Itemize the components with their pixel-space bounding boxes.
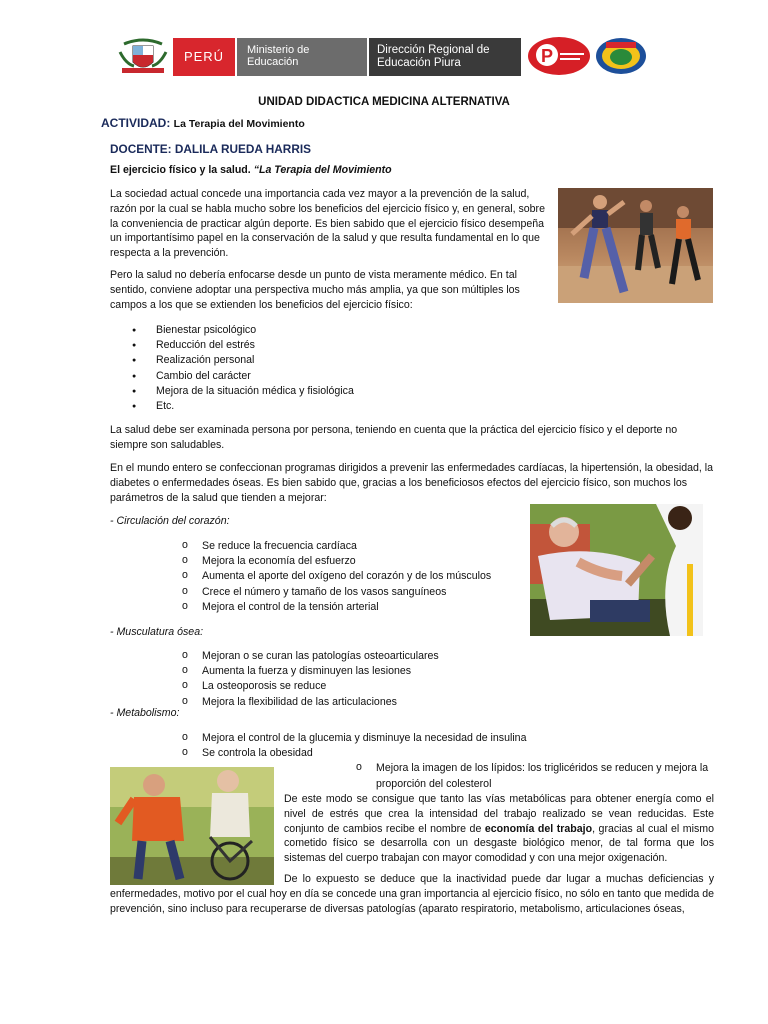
heart-benefits-list (182, 539, 522, 615)
list-item: o Crece el número y tamaño de los vasos sanguíneos (182, 585, 522, 600)
paragraph-inactivity (110, 872, 714, 916)
list-item: o Aumenta el aporte del oxígeno del corazón y de los músculos (182, 569, 522, 584)
svg-text:P: P (541, 46, 554, 66)
coat-of-arms-logo (116, 38, 170, 76)
economy-term: economía del trabajo (484, 822, 593, 835)
paragraph-individual: La salud debe ser examinada persona por persona, teniendo en cuenta que la práctica del ejercicio físico y el deporte no siempre son saludables. (110, 424, 678, 451)
list-item: ● Bienestar psicológico (112, 323, 412, 338)
bone-benefits-list (182, 649, 522, 710)
aerobics-photo (558, 188, 713, 303)
section-bone-title: - Musculatura ósea: (110, 626, 204, 638)
list-item: o Mejora la flexibilidad de las articulaciones (182, 695, 522, 710)
paragraph-economy-a: De este modo se consigue que tanto las vías metabólicas para obtener energía como el nivel de estrés que crea la intensidad del trabajo realizado se vean reducidas. Este conjunto de cambios recibe el nombre de (284, 793, 714, 835)
actividad-label: ACTIVIDAD: (101, 116, 171, 130)
list-item: o Se reduce la frecuencia cardíaca (182, 539, 522, 554)
list-item: ● Realización personal (112, 353, 412, 368)
regional-p-logo (527, 36, 591, 76)
paragraph-perspective: Pero la salud no debería enfocarse desde un punto de vista meramente médico. En tal sentido, conviene adoptar una perspectiva mucho más amplia, ya que son múltiples los campos a los que se extienden los beneficios del ejercicio físico: (110, 269, 520, 311)
elderly-exercise-photo (110, 767, 274, 885)
subtitle-italic: “La Terapia del Movimiento (253, 164, 392, 176)
medical-checkup-photo (530, 504, 703, 636)
docente-line: DOCENTE: DALILA RUEDA HARRIS (110, 142, 311, 156)
actividad-line (101, 116, 305, 130)
section-subtitle (110, 164, 392, 176)
peru-label: PERÚ (183, 49, 225, 64)
list-item: o Mejora el control de la tensión arterial (182, 600, 522, 615)
document-title: UNIDAD DIDACTICA MEDICINA ALTERNATIVA (258, 96, 510, 108)
list-item: ● Cambio del carácter (112, 369, 412, 384)
paragraph-economy-b: , gracias al cual el mismo cometido físico se desarrolla con un desgaste biológico menor, de tal forma que los sistemas del cuerpo trabajan con mayor comodidad y con una mejor oxigenación. (284, 822, 714, 865)
paragraph-economy (284, 792, 714, 866)
list-item: o Se controla la obesidad (182, 746, 582, 761)
list-item: o Mejora el control de la glucemia y disminuye la necesidad de insulina (182, 731, 582, 746)
section-heart-title: - Circulación del corazón: (110, 515, 230, 527)
region-label: Dirección Regional de Educación Piura (377, 44, 490, 69)
list-item: o Mejora la economía del esfuerzo (182, 554, 522, 569)
ministry-label: Ministerio de Educación (247, 44, 310, 68)
list-item: ● Mejora de la situación médica y fisiológica (112, 384, 412, 399)
list-item: o Mejoran o se curan las patologías osteoarticulares (182, 649, 522, 664)
list-item: o Aumenta la fuerza y disminuyen las lesiones (182, 664, 522, 679)
list-item: ● Etc. (112, 399, 412, 414)
institution-seal-logo (594, 36, 648, 76)
list-item: ● Reducción del estrés (112, 338, 412, 353)
list-item: o La osteoporosis se reduce (182, 679, 522, 694)
circle-bullet-icon: o (356, 761, 362, 773)
lipids-item (356, 761, 718, 792)
paragraph-inactivity-text: De lo expuesto se deduce que la inactividad puede dar lugar a muchas deficiencias y enfermedades, motivo por el cual hoy en día se concede una gran importancia al ejercicio físico, no sólo en tanto que medida de prevención, sino incluso para recuperarse de diversas patologías (aparato respiratorio, metabolismo, articulaciones óseas, (110, 873, 714, 915)
section-metabolism-title: - Metabolismo: (110, 707, 180, 719)
subtitle-bold: El ejercicio físico y la salud. (110, 164, 251, 176)
benefits-list (112, 323, 412, 414)
metabolism-benefits-list (182, 731, 582, 761)
paragraph-programs: En el mundo entero se confeccionan programas dirigidos a prevenir las enfermedades cardíacas, la hipertensión, la obesidad, la diabetes o enfermedades óseas. Es bien sabido que, gracias a los beneficiosos efectos del ejercicio físico, son muchos los parámetros de la salud que tienden a mejorar: (110, 462, 714, 504)
paragraph-prevention: La sociedad actual concede una importancia cada vez mayor a la prevención de la salud, razón por la cual se habla mucho sobre los beneficios del ejercicio físico y, en general, sobre la conveniencia de practicar algún deporte. Es bien sabido que el ejercicio físico desempeña un importantísimo papel en la conservación de la salud y que resulta fundamental en lo que respecta a la prevención. (110, 188, 545, 260)
actividad-value: La Terapia del Movimiento (173, 118, 305, 130)
lipids-item-text: Mejora la imagen de los lípidos: los triglicéridos se reducen y mejora la proporción del colesterol (376, 762, 709, 790)
